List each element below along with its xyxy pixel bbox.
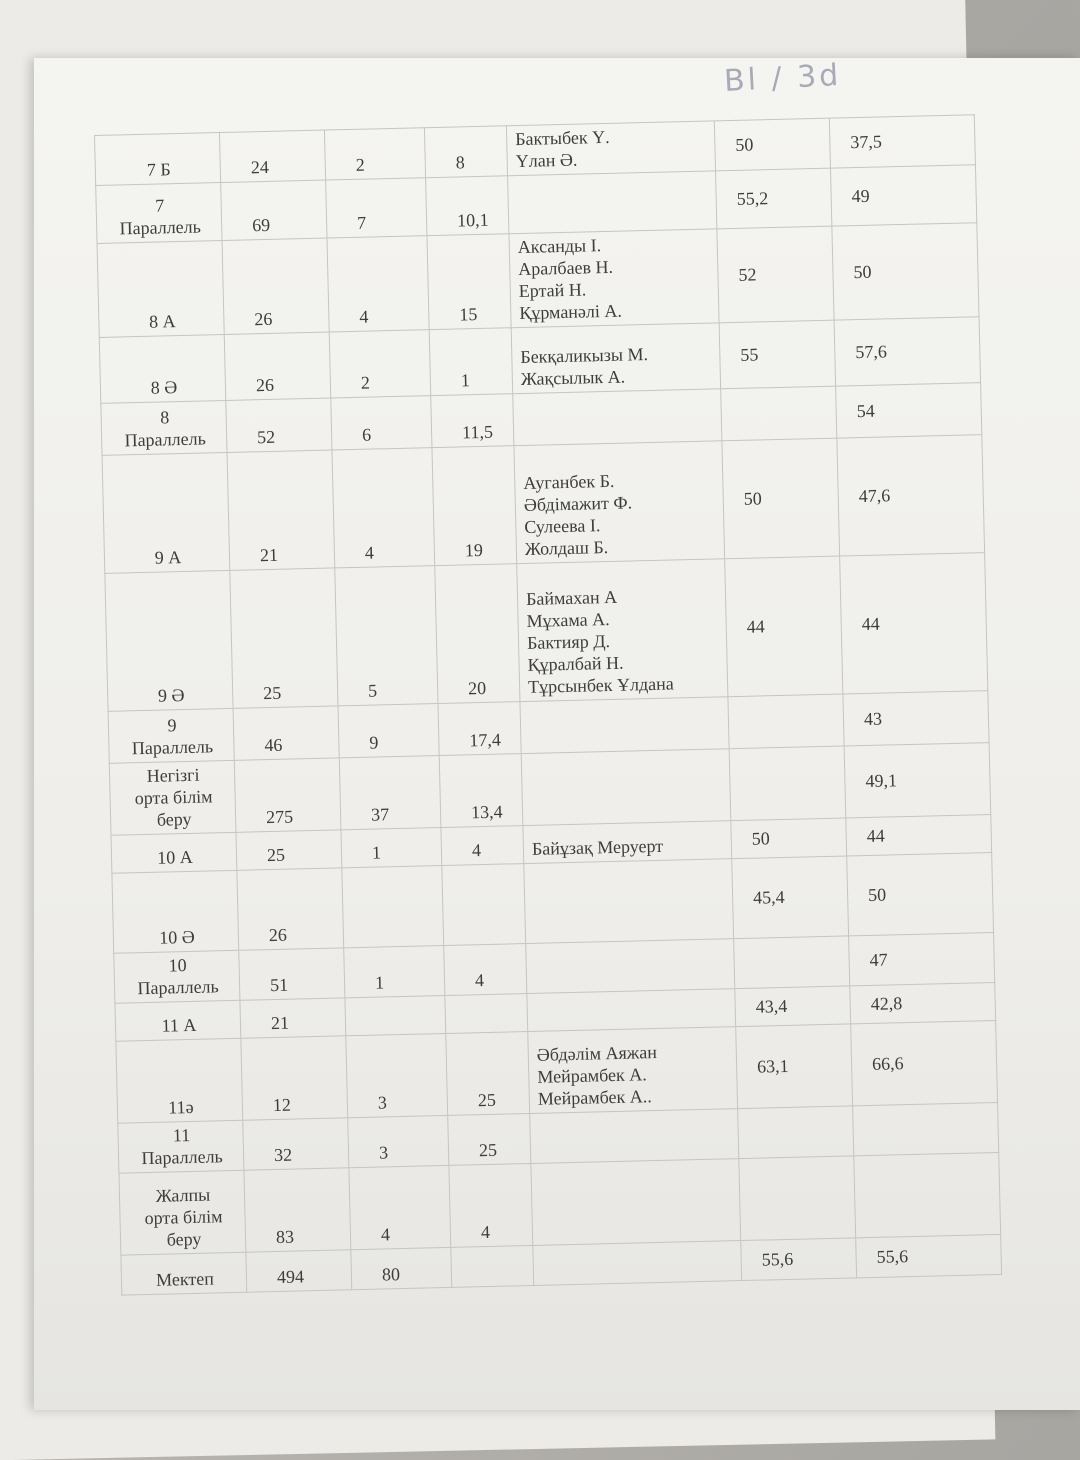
quality-cell: 55,2 — [716, 168, 832, 229]
students-cell: 69 — [221, 180, 327, 240]
percent-cell: 15 — [427, 234, 511, 330]
count-cell: 80 — [351, 1247, 452, 1289]
percent-cell: 20 — [435, 564, 520, 704]
quality-cell — [734, 936, 850, 989]
count-cell: 4 — [349, 1165, 451, 1249]
names-cell — [526, 939, 735, 994]
students-cell: 46 — [233, 706, 339, 760]
quality-cell: 50 — [714, 118, 830, 171]
quality-cell — [729, 746, 846, 821]
class-cell: 10 Параллель — [114, 950, 240, 1003]
quality-cell: 44 — [725, 556, 843, 697]
count-cell: 37 — [339, 756, 441, 830]
students-cell: 21 — [227, 450, 335, 570]
quality-cell: 45,4 — [732, 856, 849, 939]
results-table-wrapper — [94, 114, 1021, 1290]
students-cell: 25 — [236, 830, 342, 870]
percent-cell: 13,4 — [439, 754, 523, 828]
result-cell: 47,6 — [837, 435, 985, 556]
result-cell: 50 — [847, 853, 994, 936]
names-cell — [531, 1159, 741, 1246]
result-cell: 54 — [836, 383, 982, 438]
result-cell: 47 — [849, 933, 995, 986]
percent-cell: 8 — [424, 126, 507, 178]
result-cell: 44 — [840, 553, 988, 694]
percent-cell: 4 — [449, 1163, 533, 1247]
percent-cell: 4 — [444, 944, 527, 996]
result-cell: 44 — [846, 815, 992, 856]
result-cell: 57,6 — [834, 317, 981, 386]
result-cell — [853, 1102, 999, 1155]
names-cell — [530, 1109, 739, 1164]
percent-cell: 10,1 — [426, 176, 509, 236]
quality-cell — [721, 386, 837, 441]
count-cell: 1 — [341, 828, 442, 868]
percent-cell: 4 — [441, 826, 524, 866]
quality-cell: 50 — [731, 818, 847, 859]
count-cell: 4 — [332, 448, 435, 568]
students-cell: 12 — [241, 1036, 348, 1120]
students-cell: 32 — [243, 1118, 349, 1170]
quality-cell — [738, 1106, 854, 1159]
percent-cell: 11,5 — [431, 394, 514, 448]
names-cell: Әбдәлім Аяжан Мейрамбек А. Мейрамбек А.. — [528, 1027, 738, 1114]
percent-cell: 19 — [432, 446, 517, 566]
table-row — [105, 553, 988, 712]
names-cell — [520, 697, 729, 754]
result-cell: 49 — [830, 165, 976, 226]
names-cell — [521, 749, 731, 826]
students-cell: 83 — [244, 1168, 351, 1252]
quality-cell — [739, 1156, 856, 1241]
students-cell: 52 — [226, 398, 332, 452]
count-cell: 5 — [335, 566, 438, 706]
class-cell: 9 Параллель — [108, 708, 234, 763]
count-cell: 7 — [326, 178, 427, 238]
percent-cell — [445, 994, 528, 1034]
count-cell: 4 — [327, 236, 429, 332]
class-cell: 7 Б — [95, 133, 221, 186]
students-cell: 26 — [237, 868, 344, 950]
students-cell: 494 — [246, 1250, 352, 1292]
students-cell: 26 — [224, 332, 331, 400]
names-cell — [527, 989, 736, 1032]
count-cell: 1 — [344, 945, 445, 997]
result-cell: 66,6 — [851, 1021, 998, 1106]
students-cell: 24 — [219, 130, 325, 182]
names-cell — [508, 171, 717, 234]
result-cell: 43 — [843, 691, 989, 746]
students-cell: 26 — [222, 238, 329, 334]
students-cell: 25 — [230, 568, 338, 708]
result-cell: 37,5 — [829, 115, 975, 168]
students-cell: 51 — [239, 948, 345, 1000]
table-row — [102, 435, 985, 574]
percent-cell: 25 — [448, 1114, 531, 1166]
result-cell: 55,6 — [856, 1234, 1002, 1277]
result-cell: 42,8 — [850, 983, 996, 1024]
result-cell: 49,1 — [844, 743, 991, 818]
result-cell — [854, 1152, 1001, 1237]
class-cell: 11ә — [116, 1038, 243, 1123]
count-cell: 3 — [346, 1033, 448, 1117]
count-cell: 9 — [338, 704, 439, 758]
results-table — [94, 114, 1002, 1295]
handwritten-scribble: Bl / 3d — [723, 57, 843, 99]
names-cell: Аксанды І. Аралбаев Н. Ертай Н. Құрманәлі А. — [509, 229, 719, 328]
quality-cell — [728, 694, 844, 749]
count-cell: 2 — [329, 330, 431, 398]
class-cell: 10 Ә — [112, 870, 239, 953]
students-cell: 275 — [234, 758, 341, 832]
quality-cell: 52 — [717, 226, 834, 323]
names-cell: Бактыбек Ү. Үлан Ә. — [506, 121, 715, 176]
class-cell: 7 Параллель — [96, 183, 222, 244]
names-cell — [533, 1241, 742, 1286]
names-cell: Бекқаликызы М. Жақсылык А. — [511, 323, 720, 394]
class-cell: 9 Ә — [105, 570, 233, 711]
count-cell: 3 — [348, 1115, 449, 1167]
percent-cell — [442, 864, 526, 946]
names-cell: Ауганбек Б. Әбдімажит Ф. Сулеева І. Жолдаш Б. — [514, 441, 725, 564]
names-cell: Баймахан А Мұхама А. Бактияр Д. Құралбай Н. Тұрсынбек Ұлдана — [517, 559, 728, 702]
class-cell: 8 Параллель — [101, 400, 227, 455]
quality-cell: 55 — [719, 320, 836, 389]
percent-cell: 25 — [446, 1032, 530, 1116]
names-cell — [513, 389, 722, 446]
result-cell: 50 — [832, 223, 979, 320]
class-cell: 10 А — [111, 832, 237, 873]
quality-cell: 43,4 — [735, 986, 851, 1027]
class-cell: 8 А — [97, 241, 224, 338]
names-cell — [524, 859, 734, 944]
percent-cell: 1 — [429, 328, 513, 396]
quality-cell: 55,6 — [741, 1238, 857, 1281]
class-cell: Жалпы орта білім беру — [119, 1170, 246, 1255]
count-cell — [342, 866, 444, 948]
class-cell: 9 А — [102, 452, 230, 573]
percent-cell: 17,4 — [438, 702, 521, 756]
class-cell: Негізгі орта білім беру — [109, 760, 236, 835]
percent-cell — [451, 1245, 534, 1287]
class-cell: 11 А — [115, 1000, 241, 1041]
names-cell: Байұзақ Меруерт — [523, 821, 732, 864]
count-cell — [345, 995, 446, 1035]
count-cell: 6 — [331, 396, 432, 450]
students-cell: 21 — [240, 998, 346, 1038]
quality-cell: 50 — [722, 438, 840, 559]
class-cell: 8 Ә — [99, 334, 226, 403]
count-cell: 2 — [324, 128, 425, 180]
quality-cell: 63,1 — [736, 1024, 853, 1109]
class-cell: 11 Параллель — [118, 1120, 244, 1173]
class-cell: Мектеп — [121, 1252, 247, 1295]
table-body — [95, 115, 1002, 1295]
